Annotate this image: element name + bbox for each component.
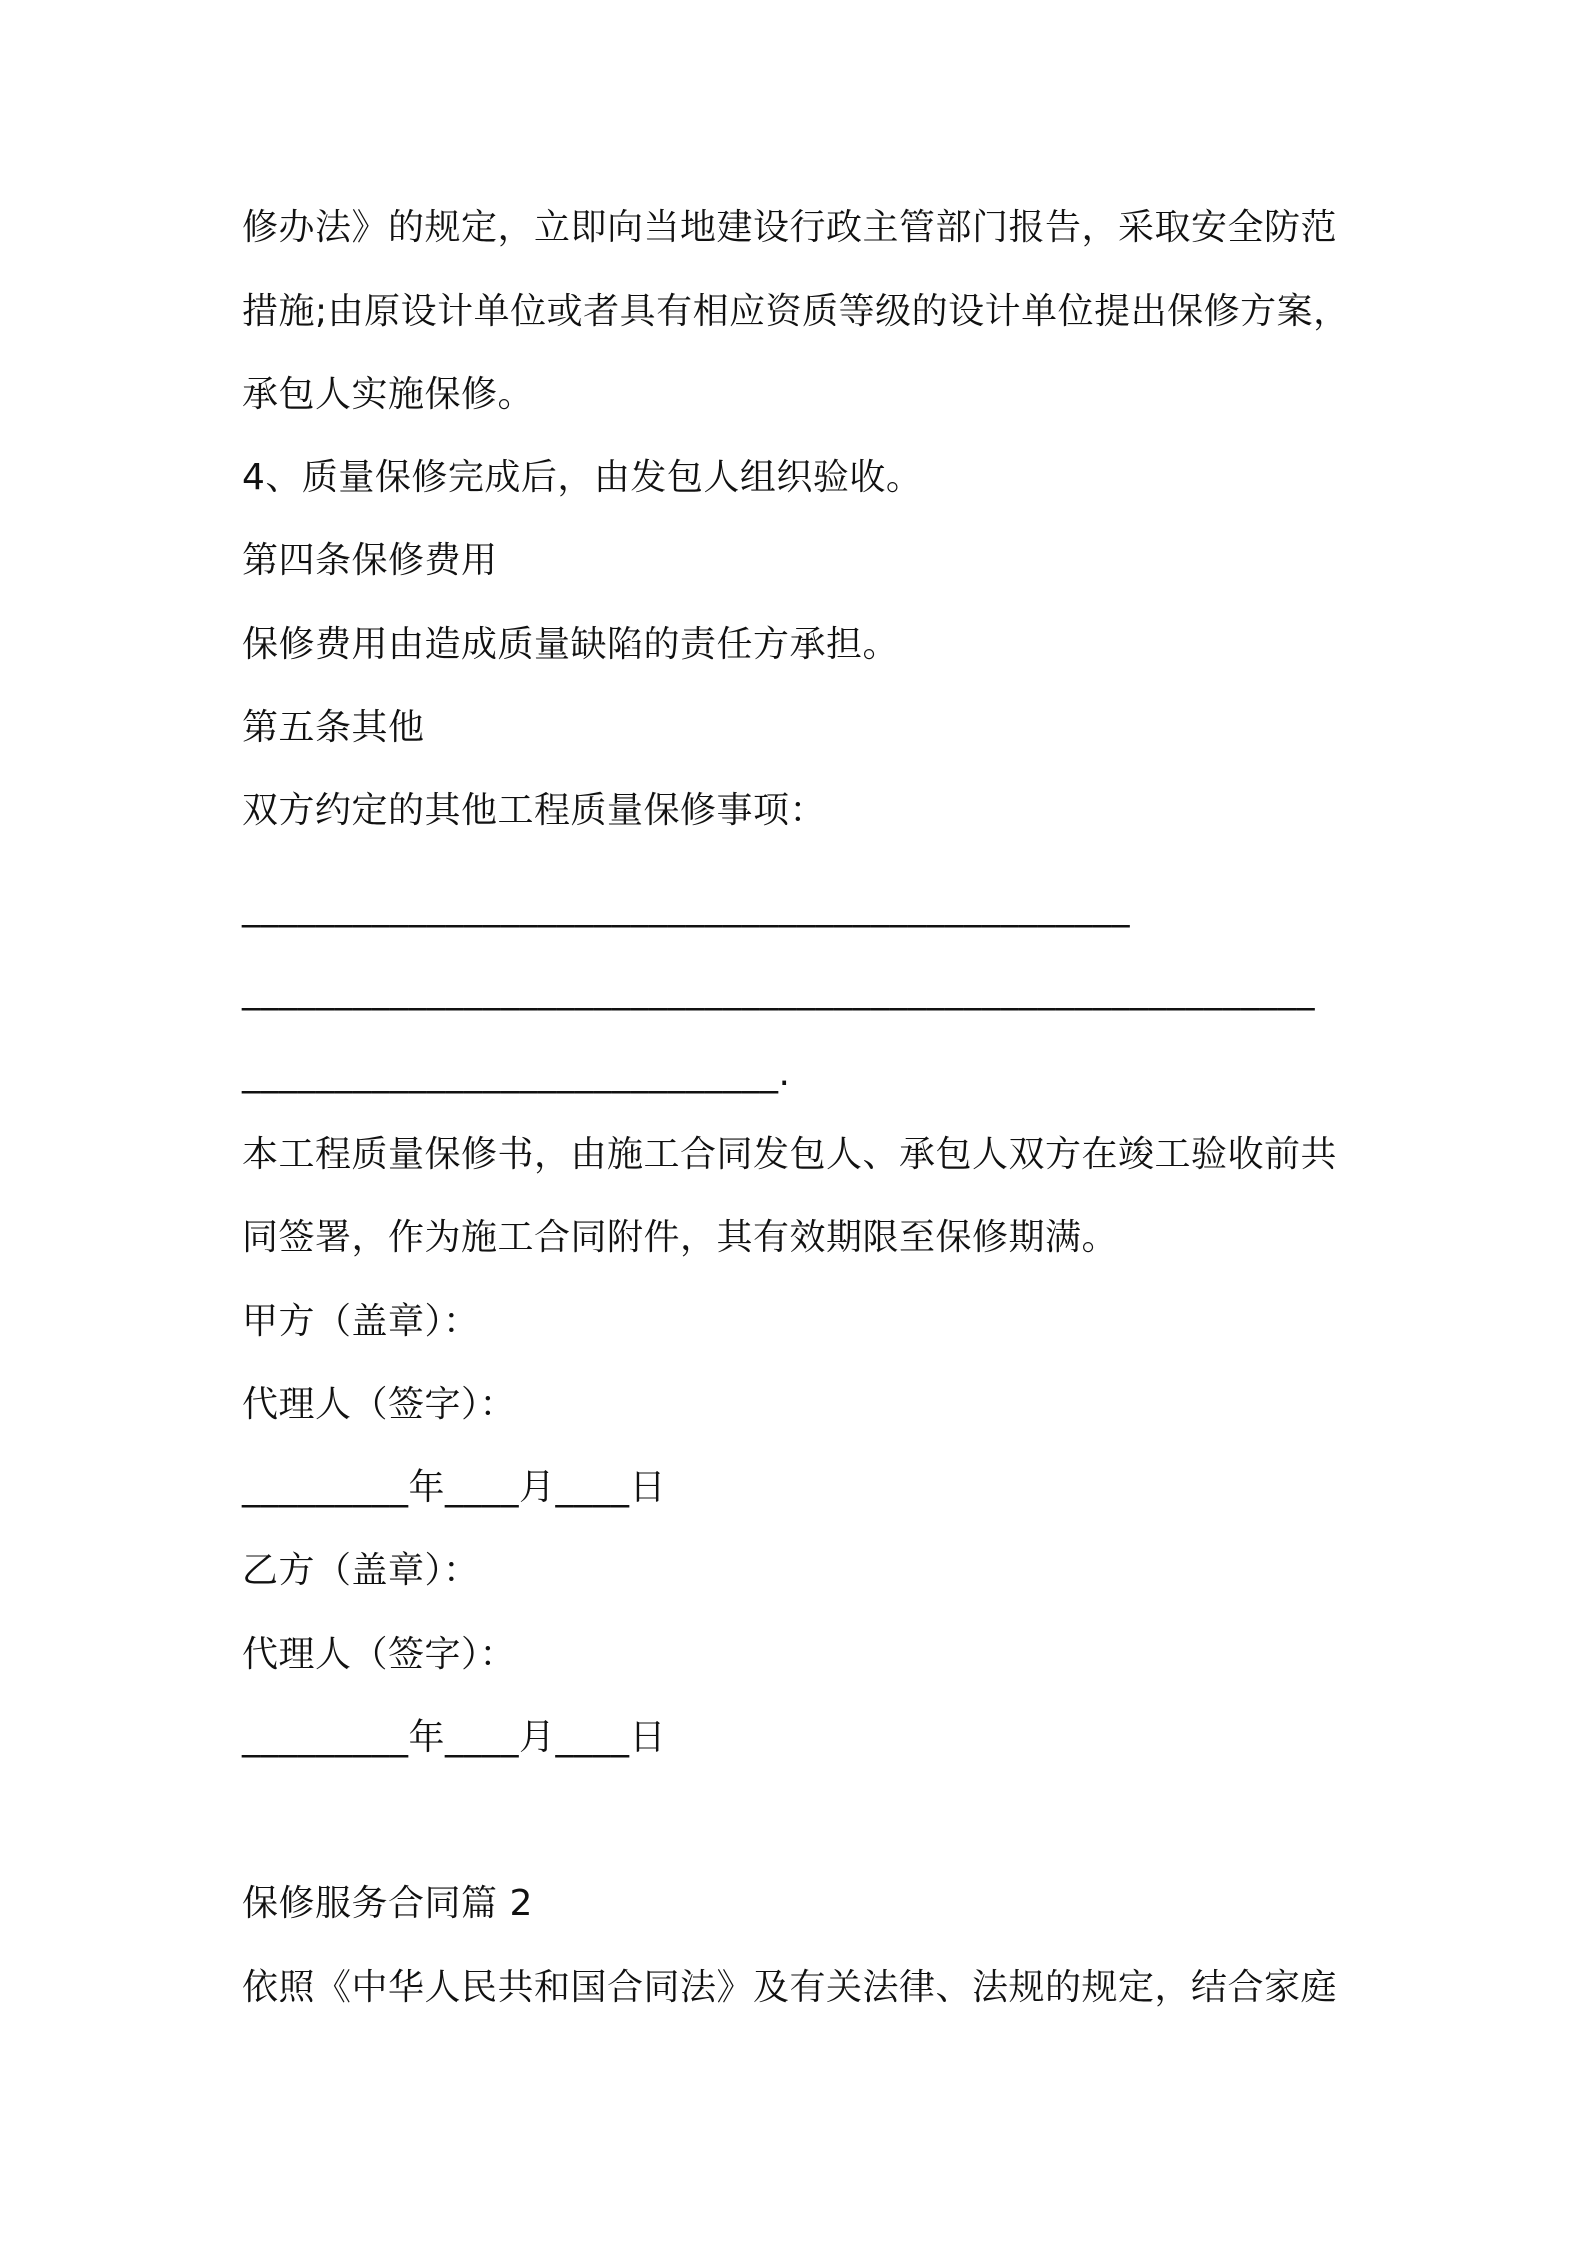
section-heading: 第四条保修费用 (242, 540, 498, 581)
body-text-line: 双方约定的其他工程质量保修事项： (242, 790, 827, 831)
blank-fill-line: __________________________________________________________ (242, 970, 1315, 1011)
body-text-line: 同签署，作为施工合同附件，其有效期限至保修期满。 (242, 1217, 1119, 1258)
party-a-date-line: _________年____月____日 (242, 1467, 666, 1508)
party-b-seal-label: 乙方（盖章）： (242, 1550, 480, 1591)
party-b-agent-label: 代理人（签字）： (242, 1634, 517, 1675)
party-a-seal-label: 甲方（盖章）： (242, 1301, 480, 1342)
party-a-agent-label: 代理人（签字）： (242, 1384, 517, 1425)
section-heading: 第五条其他 (242, 707, 425, 748)
blank-fill-line: _____________________________. (242, 1053, 791, 1094)
body-text-line: 依照《中华人民共和国合同法》及有关法律、法规的规定，结合家庭 (242, 1967, 1338, 2008)
body-text-line: 措施;由原设计单位或者具有相应资质等级的设计单位提出保修方案， (242, 291, 1350, 332)
section-title: 保修服务合同篇 2 (242, 1883, 533, 1924)
body-text-line: 承包人实施保修。 (242, 374, 535, 415)
party-b-date-line: _________年____月____日 (242, 1717, 666, 1758)
clause-item: 4、质量保修完成后，由发包人组织验收。 (242, 457, 923, 498)
body-text-line: 保修费用由造成质量缺陷的责任方承担。 (242, 624, 900, 665)
body-text-line: 修办法》的规定，立即向当地建设行政主管部门报告，采取安全防范 (242, 207, 1338, 248)
blank-fill-line: ________________________________________________ (242, 887, 1130, 928)
body-text-line: 本工程质量保修书，由施工合同发包人、承包人双方在竣工验收前共 (242, 1134, 1338, 1175)
